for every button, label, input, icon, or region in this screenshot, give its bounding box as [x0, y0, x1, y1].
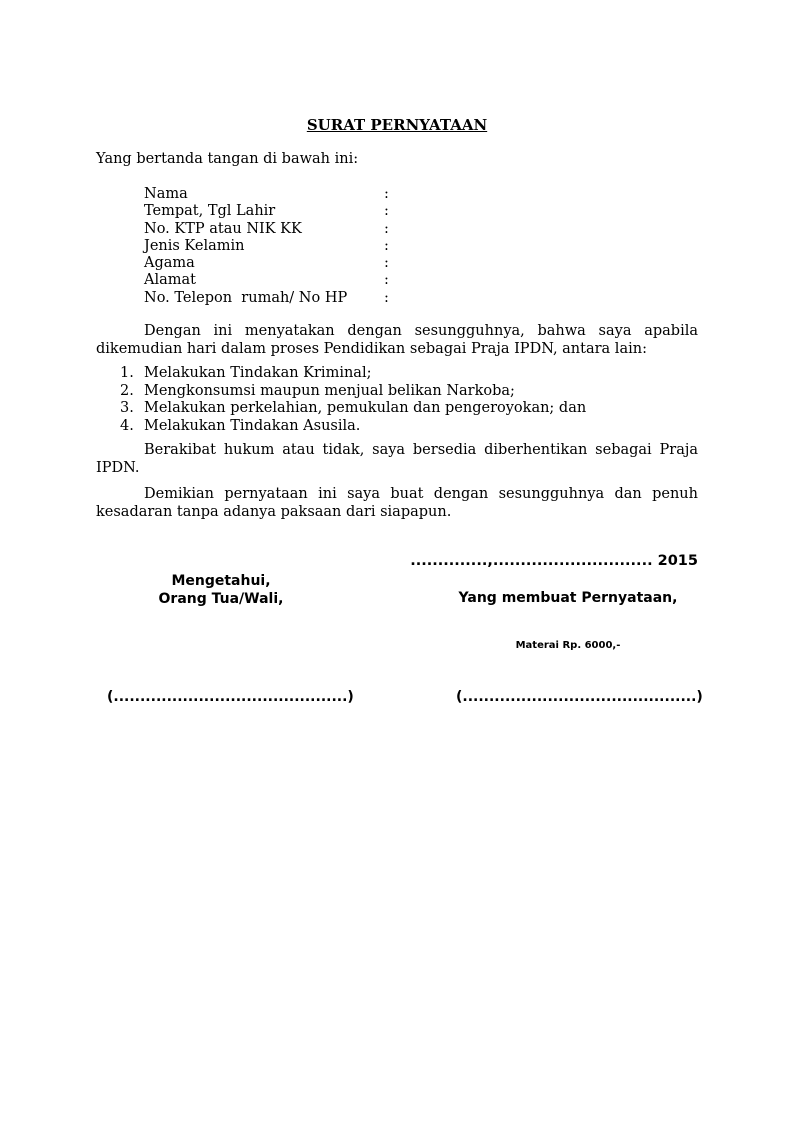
- materai-stamp-note: Materai Rp. 6000,-: [515, 640, 621, 651]
- list-item: [116, 383, 696, 401]
- signer-label: Yang membuat Pernyataan,: [458, 590, 678, 606]
- field-label: Tempat, Tgl Lahir: [144, 203, 276, 220]
- field-colon: :: [384, 203, 389, 220]
- field-colon: :: [384, 272, 389, 289]
- list-text: Mengkonsumsi maupun menjual belikan Narkoba;: [144, 382, 515, 399]
- list-number: 4.: [120, 417, 134, 434]
- field-label: Nama: [144, 186, 188, 202]
- field-colon: :: [384, 237, 389, 254]
- field-colon: :: [384, 289, 389, 306]
- date-line: ..............,............................. 2015: [410, 553, 698, 569]
- witness-role: Orang Tua/Wali,: [158, 591, 284, 607]
- field-row: [144, 272, 404, 289]
- list-number: 2.: [120, 382, 134, 399]
- field-colon: :: [384, 220, 389, 237]
- list-text: Melakukan Tindakan Asusila.: [144, 417, 361, 434]
- list-text: Melakukan perkelahian, pemukulan dan pengeroyokan; dan: [144, 400, 587, 416]
- consequence-text: Berakibat hukum atau tidak, saya bersedia diberhentikan sebagai Praja IPDN.: [96, 442, 698, 476]
- field-colon: :: [384, 255, 389, 272]
- list-item: [116, 418, 696, 436]
- violation-list: [116, 365, 696, 435]
- field-row: [144, 238, 404, 255]
- closing-text: Demikian pernyataan ini saya buat dengan sesungguhnya dan penuh kesadaran tanpa adanya paksaan dari siapapun.: [96, 486, 698, 520]
- list-item: [116, 400, 696, 418]
- list-item: [116, 365, 696, 383]
- field-row: [144, 255, 404, 272]
- closing-paragraph: [96, 486, 698, 521]
- field-colon: :: [384, 186, 389, 202]
- field-row: [144, 221, 404, 238]
- field-label: Jenis Kelamin: [144, 237, 245, 254]
- field-label: Agama: [144, 255, 195, 272]
- signer-name-placeholder: (............................................): [456, 689, 703, 705]
- statement-text: Dengan ini menyatakan dengan sesungguhnya, bahwa saya apabila dikemudian hari dalam proses Pendidikan sebagai Praja IPDN, antara lain:: [96, 323, 698, 357]
- witness-name-placeholder: (............................................): [107, 689, 354, 705]
- witness-label: Mengetahui,: [171, 573, 271, 589]
- field-row: [144, 186, 404, 203]
- intro-text: Yang bertanda tangan di bawah ini:: [96, 151, 359, 167]
- document-title: SURAT PERNYATAAN: [306, 116, 488, 134]
- field-row: [144, 203, 404, 220]
- list-text: Melakukan Tindakan Kriminal;: [144, 365, 372, 381]
- identity-fields: [144, 186, 404, 307]
- field-label: No. KTP atau NIK KK: [144, 220, 302, 237]
- field-label: Alamat: [144, 272, 196, 289]
- list-number: 1.: [120, 365, 134, 381]
- list-number: 3.: [120, 400, 134, 416]
- statement-paragraph: [96, 323, 698, 358]
- consequence-paragraph: [96, 442, 698, 477]
- field-row: [144, 290, 404, 307]
- field-label: No. Telepon rumah/ No HP: [144, 289, 348, 306]
